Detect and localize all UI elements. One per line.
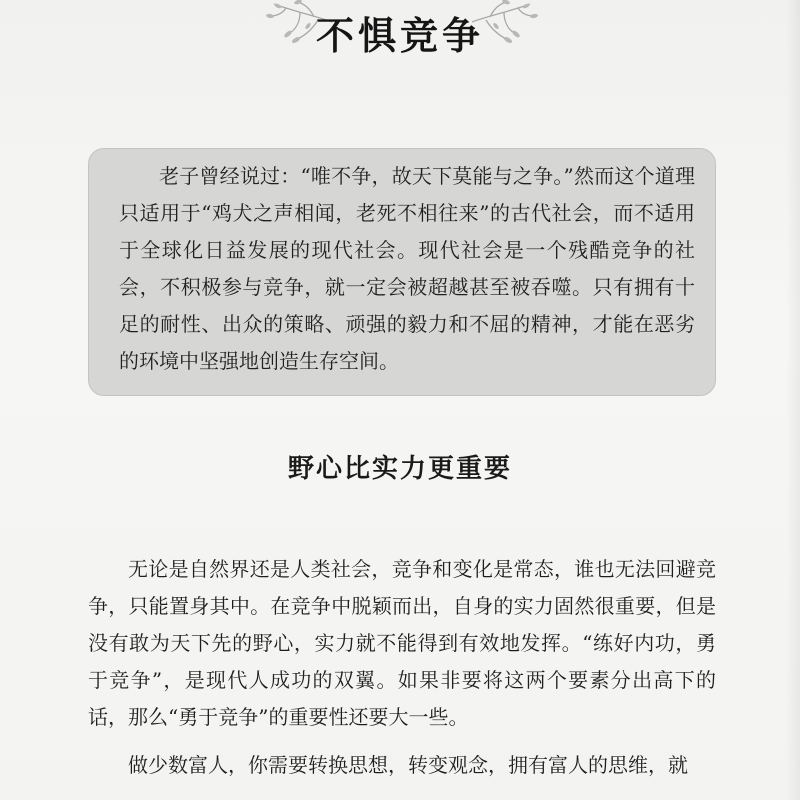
page-edge-shadow	[786, 0, 800, 800]
leaf-branch-icon	[470, 0, 552, 50]
body-paragraph: 无论是自然界还是人类社会，竞争和变化是常态，谁也无法回避竞争，只能置身其中。在竞争中脱颖而出，自身的实力固然很重要，但是没有敢为天下先的野心，实力就不能得到有效地发挥。“练好内功，勇于竞争”，是现代人成功的双翼。如果非要将这两个要素分出高下的话，那么“勇于竞争”的重要性还要大一些。	[88, 557, 716, 729]
intro-summary-box	[88, 148, 716, 396]
chapter-title: 不惧竞争	[315, 13, 484, 58]
intro-text: 老子曾经说过：“唯不争，故天下莫能与之争。”然而这个道理只适用于“鸡犬之声相闻，老死不相往来”的古代社会，而不适用于全球化日益发展的现代社会。现代社会是一个残酷竞争的社会，不积极参与竞争，就一定会被超越甚至被吞噬。只有拥有十足的耐性、出众的策略、顽强的毅力和不屈的精神，才能在恶劣的环境中坚强地创造生存空间。	[119, 164, 695, 373]
body-paragraph: 做少数富人，你需要转换思想，转变观念，拥有富人的思维，就	[128, 753, 688, 777]
section-title: 野心比实力更重要	[287, 454, 512, 484]
